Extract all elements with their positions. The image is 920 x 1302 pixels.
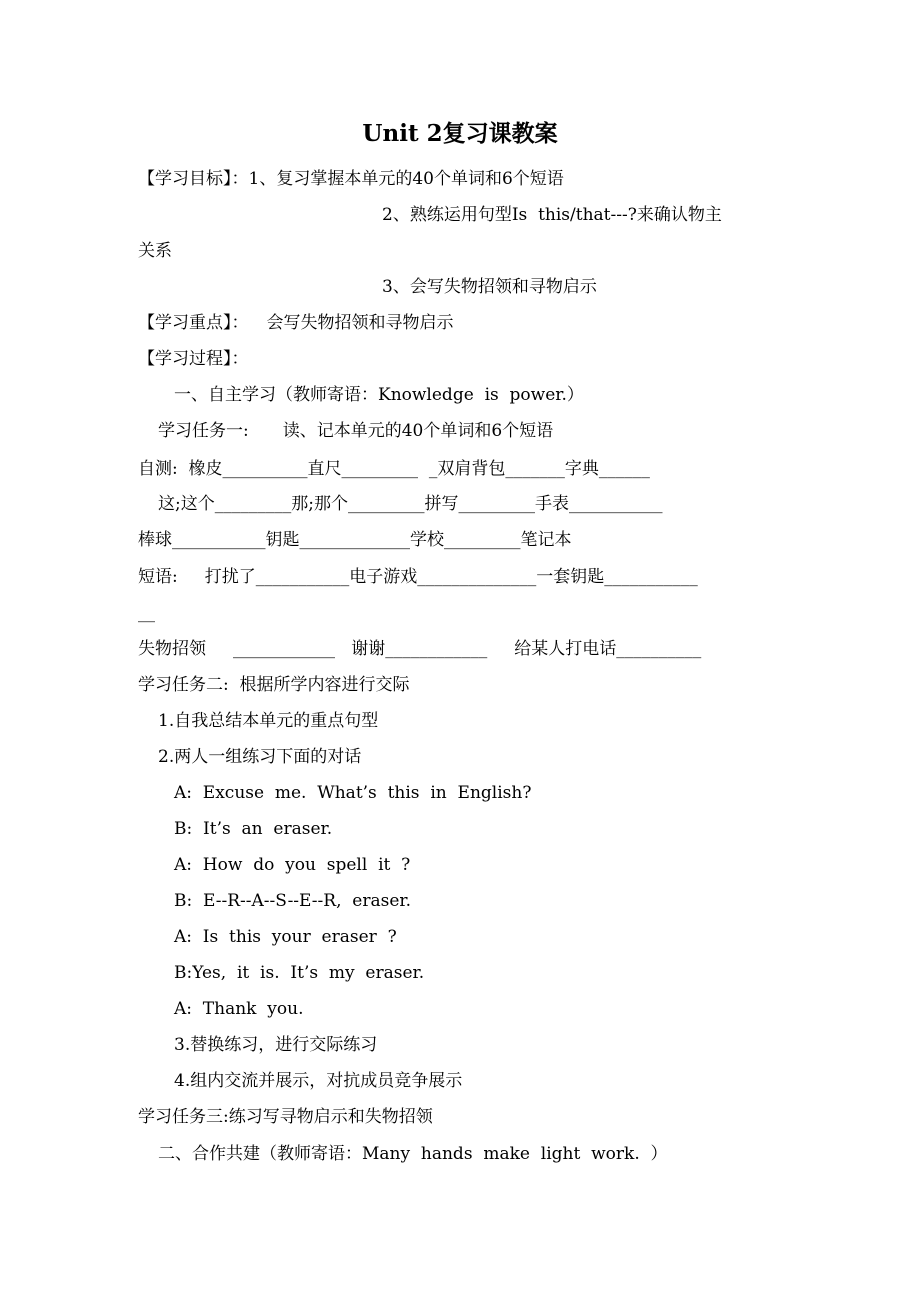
section-cooperation: 二、合作共建（教师寄语：Many hands make light work. ） — [158, 1144, 668, 1164]
step-4: 4.组内交流并展示，对抗成员竞争展示 — [174, 1071, 463, 1091]
self-test-row-1: 自测: 橡皮__________直尺_________ _双肩背包_______字典______ — [138, 459, 650, 479]
dialogue-line: B: It’s an eraser. — [174, 819, 333, 839]
step-2: 2.两人一组练习下面的对话 — [158, 747, 362, 767]
task-2: 学习任务二: 根据所学内容进行交际 — [138, 675, 410, 695]
task-3: 学习任务三:练习写寻物启示和失物招领 — [138, 1107, 433, 1127]
dialogue-line: A: Excuse me. What’s this in English? — [174, 783, 532, 803]
step-1: 1.自我总结本单元的重点句型 — [158, 711, 379, 731]
task-1-line — [158, 420, 553, 442]
dialogue-line: B: E--R--A--S--E--R, eraser. — [174, 891, 412, 911]
process-label: 【学习过程】： — [138, 349, 249, 369]
task-1-text: 读、记本单元的40个单词和6个短语 — [282, 421, 554, 441]
phrase-row-1: 短语: 打扰了___________电子游戏______________一套钥匙___________ — [138, 567, 698, 587]
self-test-row-3: 棒球___________钥匙_____________学校_________笔记本 — [138, 530, 572, 550]
objectives-line — [138, 168, 564, 190]
dialogue-line: A: How do you spell it ? — [174, 855, 411, 875]
key-point-label: 【学习重点】： — [138, 313, 249, 333]
step-3: 3.替换练习，进行交际练习 — [174, 1035, 378, 1055]
key-point-line — [138, 312, 454, 334]
phrase-row-2: 失物招领 ____________ 谢谢____________ 给某人打电话__________ — [138, 639, 702, 659]
section-self-study: 一、自主学习（教师寄语：Knowledge is power.） — [174, 385, 584, 405]
dialogue-line: A: Thank you. — [174, 999, 304, 1019]
objective-1: 1、复习掌握本单元的40个单词和6个短语 — [248, 169, 564, 189]
self-test-row-2: 这;这个_________那;那个_________拼写_________手表___________ — [158, 494, 663, 514]
document-title: Unit 2复习课教案 — [362, 120, 558, 147]
dialogue-line: B:Yes, it is. It’s my eraser. — [174, 963, 425, 983]
objective-2: 2、熟练运用句型Is this/that---?来确认物主 — [382, 205, 722, 225]
objective-2-continued: 关系 — [138, 241, 172, 261]
objectives-label: 【学习目标】： — [138, 169, 249, 189]
objective-3: 3、会写失物招领和寻物启示 — [382, 277, 597, 297]
key-point-text: 会写失物招领和寻物启示 — [266, 313, 454, 333]
dialogue-line: A: Is this your eraser ? — [174, 927, 397, 947]
task-1-label: 学习任务一: — [158, 421, 249, 441]
phrase-row-1-continued: __ — [138, 603, 155, 623]
